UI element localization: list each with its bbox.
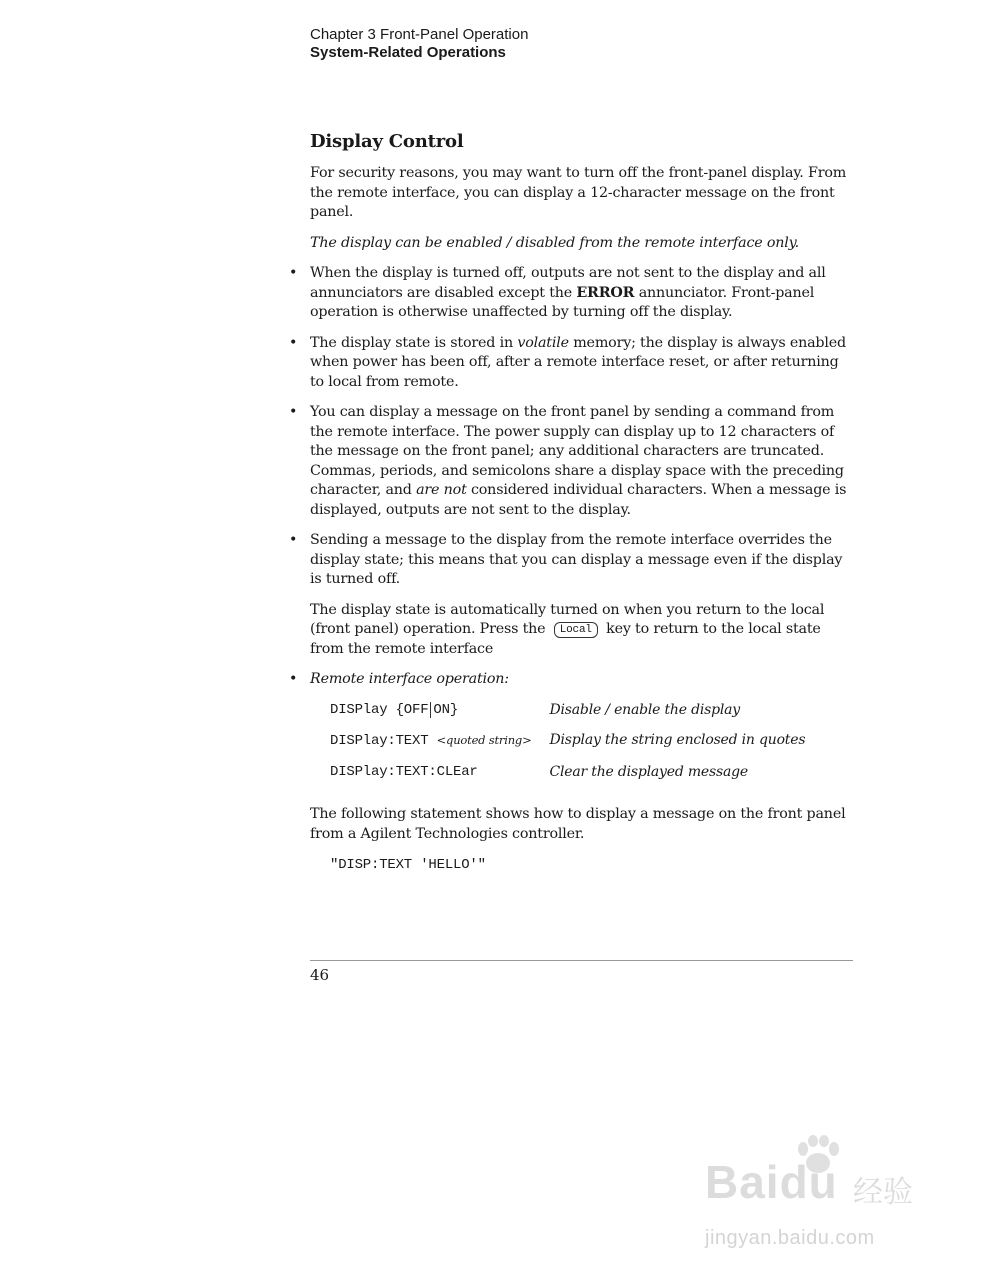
command-table — [330, 701, 805, 794]
footer-divider — [310, 960, 853, 961]
list-item: • You can display a message on the front panel by sending a command from the remote interface. The power supply can display up to 12 characters of the message on the front panel; any additional characters are truncated. Commas, periods, and semicolons share a display space with the preceding character, and are not considered individual characters. When a message is displayed, outputs are not sent to the display. — [310, 403, 855, 520]
table-row — [330, 731, 805, 763]
table-row — [330, 701, 805, 732]
running-header — [310, 26, 528, 62]
list-item: • Sending a message to the display from the remote interface overrides the display state; this means that you can display a message even if the display is turned off. — [310, 531, 855, 590]
list-item: • Remote interface operation: — [310, 670, 855, 690]
baidu-watermark — [705, 1135, 935, 1255]
chapter-title: Chapter 3 Front-Panel Operation — [310, 26, 529, 43]
intro-paragraph: For security reasons, you may want to turn off the front-panel display. From the remote interface, you can display a 12-character message on the front panel. — [310, 165, 847, 220]
table-row — [330, 763, 805, 794]
example-command: "DISP:TEXT 'HELLO'" — [330, 857, 486, 873]
page-title: Display Control — [310, 131, 464, 152]
watermark-url: jingyan.baidu.com — [705, 1227, 875, 1249]
local-key-icon: Local — [554, 622, 598, 638]
watermark-cn: 经验 — [853, 1175, 913, 1210]
bullet-list-remote — [310, 670, 855, 690]
note-paragraph: The display can be enabled / disabled from the remote interface only. — [310, 234, 799, 251]
closing-paragraph: The following statement shows how to display a message on the front panel from a Agilent Technologies controller. — [310, 806, 846, 842]
list-item: • When the display is turned off, outputs are not sent to the display and all annunciators are disabled except the ERROR annunciator. Front-panel operation is otherwise unaffected by turning off the display. — [310, 264, 855, 323]
section-title: System-Related Operations — [310, 44, 506, 61]
page-number: 46 — [310, 966, 330, 984]
command-display-on-off: DISPlay {OFF ON} — [330, 701, 459, 718]
watermark-logo: Baidu — [705, 1156, 838, 1208]
command-description: Disable / enable the display — [549, 701, 740, 718]
error-annunciator: ERROR — [576, 284, 635, 301]
local-key-paragraph: The display state is automatically turned on when you return to the local (front panel) operation. Press the Local key to return to the local state from the remote interface — [310, 601, 825, 657]
command-display-clear: DISPlay:TEXT:CLEar — [330, 763, 478, 780]
list-item: • The display state is stored in volatile memory; the display is always enabled when power has been off, after a remote interface reset, or after returning to local from remote. — [310, 334, 855, 393]
command-display-text: DISPlay:TEXT <quoted string> — [330, 733, 532, 749]
bullet-list — [310, 264, 855, 590]
command-description: Display the string enclosed in quotes — [549, 732, 806, 748]
command-description: Clear the displayed message — [549, 763, 748, 780]
page-content — [310, 130, 855, 876]
